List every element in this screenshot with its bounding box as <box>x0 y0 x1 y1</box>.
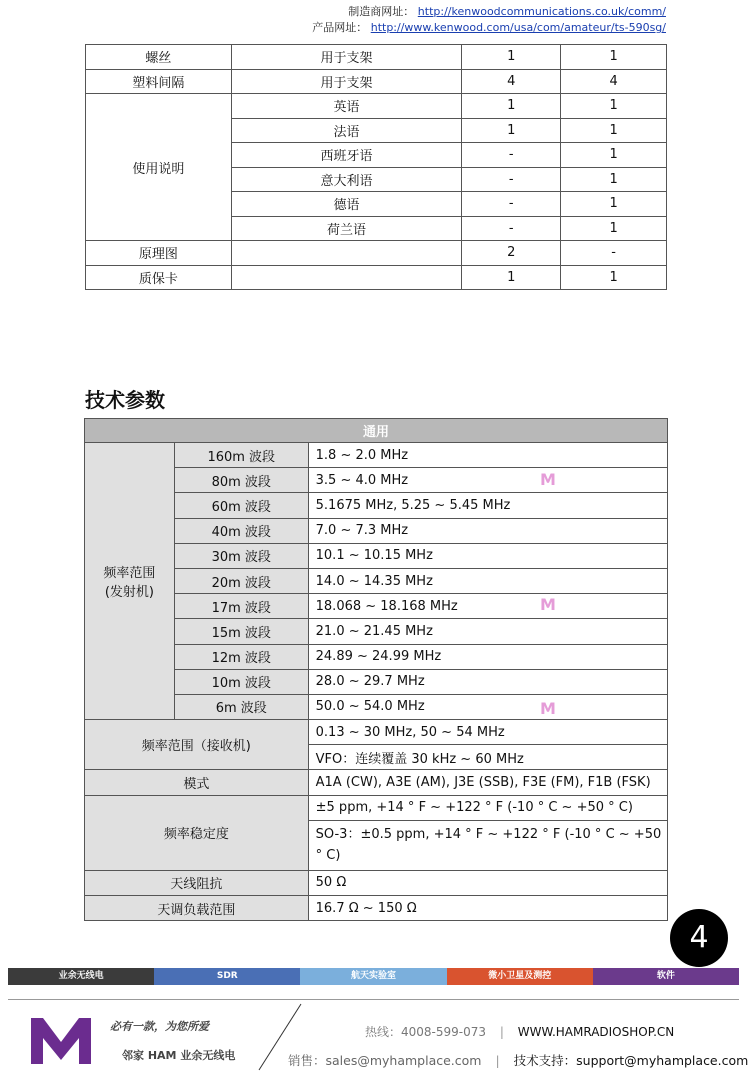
manufacturer-url-link[interactable]: http://kenwoodcommunications.co.uk/comm/ <box>417 5 666 18</box>
part-name: 质保卡 <box>86 265 232 290</box>
contact-line-2 <box>288 1051 748 1069</box>
table-row <box>85 770 668 795</box>
tuner-range-value: 16.7 Ω ~ 150 Ω <box>308 896 667 921</box>
separator: | <box>499 1025 504 1039</box>
part-qty-a: 4 <box>462 69 561 94</box>
manufacturer-url-label: 制造商网址： <box>348 5 415 18</box>
part-name: 塑料间隔 <box>86 69 232 94</box>
sales-email[interactable]: 销售：sales@myhamplace.com <box>288 1053 482 1068</box>
mode-value: A1A (CW), A3E (AM), J3E (SSB), F3E (FM), F1B (FSK) <box>308 770 667 795</box>
product-url-label: 产品网址： <box>312 21 368 34</box>
table-row <box>86 241 667 266</box>
part-qty-a: 1 <box>462 265 561 290</box>
part-qty-b: 1 <box>561 265 667 290</box>
hotline: 热线：4008-599-073 <box>365 1025 487 1039</box>
band-range: 14.0 ~ 14.35 MHz <box>308 568 667 593</box>
brand-name: 邻家 HAM 业余无线电 <box>122 1049 236 1062</box>
watermark-m-logo: M <box>540 470 556 489</box>
contact-line-1 <box>365 1023 674 1040</box>
part-qty-b: 1 <box>561 45 667 70</box>
support-email[interactable]: 技术支持：support@myhamplace.com <box>513 1053 749 1068</box>
band-range: 5.1675 MHz, 5.25 ~ 5.45 MHz <box>308 493 667 518</box>
general-header: 通用 <box>85 419 668 443</box>
page-number: 4 <box>670 909 728 967</box>
band-label: 30m 波段 <box>174 543 308 568</box>
part-qty-b: 4 <box>561 69 667 94</box>
part-name: 原理图 <box>86 241 232 266</box>
table-header-row <box>85 419 668 443</box>
part-qty-a: 2 <box>462 241 561 266</box>
product-url-link[interactable]: http://www.kenwood.com/usa/com/amateur/ts-590sg/ <box>370 21 666 34</box>
category-space-lab[interactable]: 航天实验室 <box>300 968 446 985</box>
band-range: 28.0 ~ 29.7 MHz <box>308 669 667 694</box>
section-title: 技术参数 <box>85 388 165 412</box>
brand-logo <box>28 1012 94 1072</box>
part-qty-a: - <box>462 192 561 217</box>
category-satellite[interactable]: 微小卫星及测控 <box>447 968 593 985</box>
part-qty-b: 1 <box>561 118 667 143</box>
category-bar <box>8 968 739 985</box>
part-use <box>231 265 462 290</box>
band-range: 10.1 ~ 10.15 MHz <box>308 543 667 568</box>
part-qty-a: 1 <box>462 94 561 119</box>
band-range: 7.0 ~ 7.3 MHz <box>308 518 667 543</box>
manual-language: 英语 <box>231 94 462 119</box>
band-label: 10m 波段 <box>174 669 308 694</box>
table-row <box>85 720 668 745</box>
band-range: 24.89 ~ 24.99 MHz <box>308 644 667 669</box>
impedance-value: 50 Ω <box>308 870 667 895</box>
band-label: 15m 波段 <box>174 619 308 644</box>
manual-language: 荷兰语 <box>231 216 462 241</box>
rx-range-value: 0.13 ~ 30 MHz, 50 ~ 54 MHz <box>308 720 667 745</box>
manual-language: 西班牙语 <box>231 143 462 168</box>
band-range: 21.0 ~ 21.45 MHz <box>308 619 667 644</box>
table-row <box>85 870 668 895</box>
category-sdr[interactable]: SDR <box>154 968 300 985</box>
website-link[interactable]: WWW.HAMRADIOSHOP.CN <box>517 1025 675 1039</box>
band-label: 60m 波段 <box>174 493 308 518</box>
part-name: 使用说明 <box>86 94 232 241</box>
band-range: 1.8 ~ 2.0 MHz <box>308 443 667 468</box>
manual-language: 意大利语 <box>231 167 462 192</box>
band-range: 3.5 ~ 4.0 MHz <box>308 468 667 493</box>
parts-table <box>85 44 667 290</box>
band-label: 20m 波段 <box>174 568 308 593</box>
manual-language: 德语 <box>231 192 462 217</box>
part-qty-a: - <box>462 216 561 241</box>
slogan: 必有一款，为您所爱 <box>110 1020 209 1033</box>
watermark-m-logo: M <box>540 699 556 718</box>
stability-label: 频率稳定度 <box>85 795 309 870</box>
part-qty-a: - <box>462 167 561 192</box>
part-use: 用于支架 <box>231 45 462 70</box>
table-row <box>85 795 668 820</box>
stability-value: ±5 ppm, +14 ° F ~ +122 ° F (-10 ° C ~ +50 ° C) <box>308 795 667 820</box>
impedance-label: 天线阻抗 <box>85 870 309 895</box>
tx-range-label-line2: (发射机) <box>104 585 154 601</box>
manual-language: 法语 <box>231 118 462 143</box>
part-qty-b: - <box>561 241 667 266</box>
product-url-line <box>312 20 666 36</box>
band-label: 80m 波段 <box>174 468 308 493</box>
separator: | <box>495 1053 500 1068</box>
part-qty-a: 1 <box>462 45 561 70</box>
category-ham[interactable]: 业余无线电 <box>8 968 154 985</box>
table-row <box>86 69 667 94</box>
table-row <box>85 896 668 921</box>
part-name: 螺丝 <box>86 45 232 70</box>
tx-range-label <box>85 443 175 720</box>
band-label: 17m 波段 <box>174 594 308 619</box>
band-label: 6m 波段 <box>174 694 308 719</box>
part-use: 用于支架 <box>231 69 462 94</box>
rx-range-label: 频率范围（接收机) <box>85 720 309 770</box>
part-qty-b: 1 <box>561 94 667 119</box>
tuner-range-label: 天调负载范围 <box>85 896 309 921</box>
band-label: 12m 波段 <box>174 644 308 669</box>
part-use <box>231 241 462 266</box>
part-qty-a: - <box>462 143 561 168</box>
part-qty-b: 1 <box>561 192 667 217</box>
specs-table <box>84 418 668 921</box>
part-qty-b: 1 <box>561 216 667 241</box>
manufacturer-url-line <box>312 4 666 20</box>
band-label: 40m 波段 <box>174 518 308 543</box>
part-qty-b: 1 <box>561 167 667 192</box>
watermark-m-logo: M <box>540 595 556 614</box>
tx-range-label-line1: 频率范围 <box>103 566 156 582</box>
band-range: 18.068 ~ 18.168 MHz <box>308 594 667 619</box>
part-qty-a: 1 <box>462 118 561 143</box>
mode-label: 模式 <box>85 770 309 795</box>
stability-so3-value: SO-3：±0.5 ppm, +14 ° F ~ +122 ° F (-10 ° C ~ +50 ° C) <box>308 820 667 870</box>
band-range: 50.0 ~ 54.0 MHz <box>308 694 667 719</box>
table-row <box>86 265 667 290</box>
part-qty-b: 1 <box>561 143 667 168</box>
footer-divider <box>8 999 739 1000</box>
rx-vfo-value: VFO：连续覆盖 30 kHz ~ 60 MHz <box>308 745 667 770</box>
band-label: 160m 波段 <box>174 443 308 468</box>
table-row <box>86 94 667 119</box>
table-row <box>85 443 668 468</box>
category-software[interactable]: 软件 <box>593 968 739 985</box>
page-header <box>312 4 666 36</box>
table-row <box>86 45 667 70</box>
